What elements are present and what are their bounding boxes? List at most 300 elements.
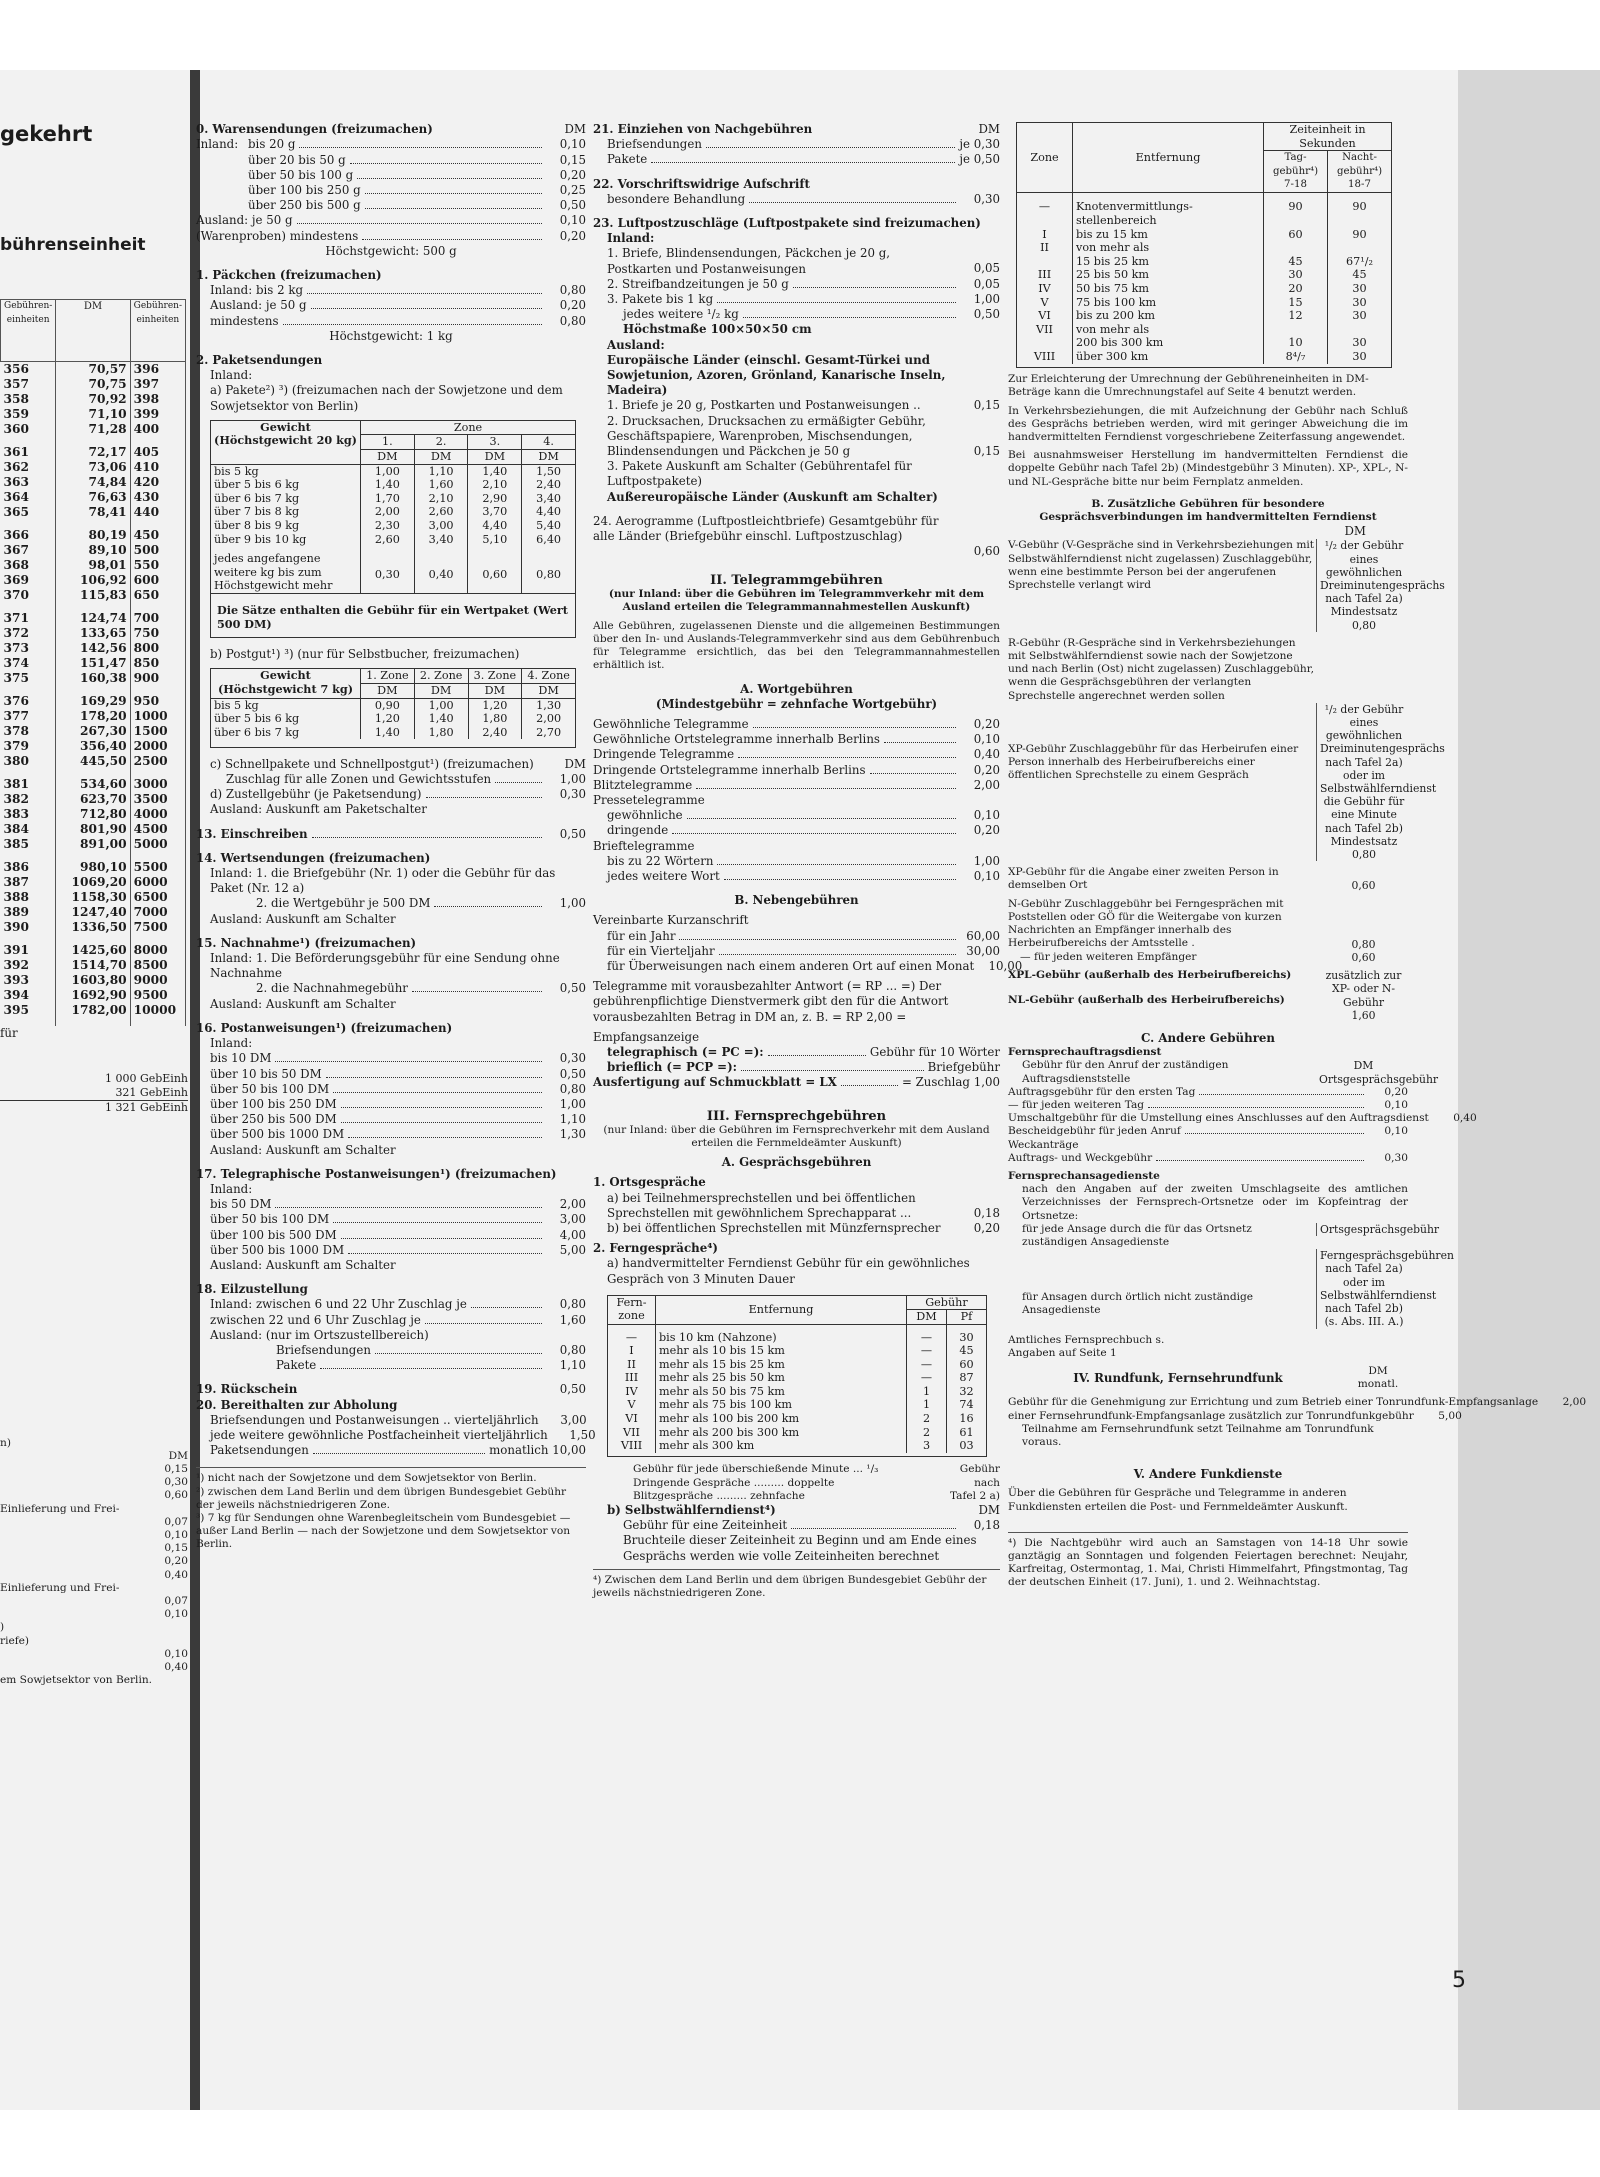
table-row xyxy=(608,1344,987,1358)
table-cell: 124,74 xyxy=(56,611,130,626)
fee-value: ¹/₂ der Gebühr eines gewöhnlichen Dreiminutengesprächs nach Tafel 2a) oder im Selbstwählferndienst die Gebühr für eine Minute nach Tafel 2b) Mindestsatz 0,80 xyxy=(1316,703,1408,861)
rate-value: 2,00 xyxy=(559,1197,586,1212)
table-cell: 8000 xyxy=(130,943,185,958)
section-heading: 24. Aerogramme (Luftpostleichtbriefe) Gesamtgebühr für alle Länder (Briefgebühr einschl. Luftpostzuschlag) xyxy=(593,513,939,544)
table-cell: über 9 bis 10 kg xyxy=(211,533,361,547)
table-row xyxy=(1017,268,1392,282)
table-cell: Knotenvermittlungs-stellenbereich xyxy=(1073,200,1264,227)
table-header: Gebühr xyxy=(907,1295,987,1310)
fee-description: XPL-Gebühr (außerhalb des Herbeirufbereichs) xyxy=(1008,969,1292,982)
rate-label: bis 10 DM xyxy=(210,1051,272,1066)
rate-label: Briefsendungen xyxy=(276,1342,371,1357)
table-cell: 1,80 xyxy=(414,726,468,740)
table-cell: 115,83 xyxy=(56,588,130,611)
strip-fragment: 0,30 xyxy=(164,1476,188,1489)
rate-value: 0,80 xyxy=(559,1297,586,1312)
rate-label: mindestens xyxy=(210,313,279,328)
table-cell: 16 xyxy=(947,1412,987,1426)
table-cell: 1,80 xyxy=(468,712,522,726)
rate-value: 1,50 xyxy=(569,1427,596,1442)
footnote: ⁴) Die Nachtgebühr wird auch an Samstagen von 14-18 Uhr sowie ganztägig an Sonntagen und folgenden Feiertagen berechnet: Neujahr, Karfreitag, Ostermontag, 1. Mai, Christi Himmelfahrt, Pfingstmontag, Tag der deutschen Einheit (17. Juni), 1. und 2. Weihnachtstag. xyxy=(1008,1532,1408,1590)
rate-label: brieflich (= PCP =): xyxy=(607,1060,738,1075)
table-cell: 2,10 xyxy=(468,478,522,492)
table-cell: 445,50 xyxy=(56,754,130,777)
strip-fragment: 0,10 xyxy=(164,1608,188,1621)
table-cell: 67¹/₂ xyxy=(1328,255,1392,269)
table-note-value: Gebühr xyxy=(959,1463,1000,1476)
fee-description: — für jeden weiteren Empfänger xyxy=(1020,951,1197,964)
rate-value: 1,00 xyxy=(559,1096,586,1111)
table-cell: 1,40 xyxy=(361,726,415,740)
leader-dots xyxy=(348,1137,542,1138)
table-cell: 2,90 xyxy=(468,492,522,506)
rate-line xyxy=(1008,1086,1408,1099)
table-row xyxy=(211,519,576,533)
table-cell: 30 xyxy=(1264,268,1328,282)
table-cell: 430 xyxy=(130,490,185,505)
rate-line xyxy=(1008,1099,1408,1112)
table-header: Zone xyxy=(361,420,576,435)
rate-value: 0,50 xyxy=(559,981,586,996)
table-cell: mehr als 300 km xyxy=(656,1439,907,1453)
table-row xyxy=(1,1003,186,1026)
rate-value: 0,18 xyxy=(973,1518,1000,1533)
subsection-heading: Europäische Länder (einschl. Gesamt-Türkei und Sowjetunion, Azoren, Grönland, Kanarische Inseln, Madeira) xyxy=(607,352,946,398)
table-cell: 381 xyxy=(1,777,56,792)
table-row xyxy=(608,1371,987,1385)
rate-line xyxy=(607,152,1000,167)
table-cell: 2,10 xyxy=(414,492,468,506)
table-cell: mehr als 15 bis 25 km xyxy=(656,1358,907,1372)
rate-line xyxy=(210,1051,586,1066)
rate-value: 0,15 xyxy=(973,443,1000,458)
table-cell: 361 xyxy=(1,445,56,460)
unit-label: DM xyxy=(1344,524,1366,539)
section-heading: 15. Nachnahme¹) (freizumachen) xyxy=(196,935,417,950)
rate-line xyxy=(607,823,1000,838)
table-row xyxy=(1,890,186,905)
table-cell: 30 xyxy=(1328,296,1392,310)
rate-label: über 100 bis 500 DM xyxy=(210,1227,337,1242)
table-row xyxy=(211,726,576,740)
table-row xyxy=(211,698,576,712)
table-row xyxy=(1017,350,1392,364)
rate-label: 2. die Wertgebühr je 500 DM xyxy=(256,896,431,911)
table-cell: 1 xyxy=(907,1385,947,1399)
rate-label: 3. Pakete Auskunft am Schalter (Gebührentafel für Luftpostpakete) xyxy=(607,459,912,489)
section-heading: 22. Vorschriftswidrige Aufschrift xyxy=(593,176,810,191)
note: Ausland: Auskunft am Schalter xyxy=(210,911,396,926)
table-cell: 45 xyxy=(947,1344,987,1358)
table-cell xyxy=(1328,241,1392,255)
rate-line xyxy=(593,717,1000,732)
strip-sum: 321 GebEinh xyxy=(115,1085,188,1099)
rate-value: Gebühr für 10 Wörter xyxy=(869,1044,1000,1059)
unit-label: DM monatl. xyxy=(1357,1364,1399,1391)
rate-line xyxy=(210,298,586,313)
table-row xyxy=(1,754,186,777)
table-row xyxy=(1,407,186,422)
table-cell: 980,10 xyxy=(56,860,130,875)
table-cell: 366 xyxy=(1,528,56,543)
table-row xyxy=(1,671,186,694)
rate-list xyxy=(593,717,1000,793)
table-row xyxy=(1017,241,1392,255)
table-cell: — xyxy=(907,1344,947,1358)
table-row xyxy=(1017,336,1392,350)
table-cell: 80,19 xyxy=(56,528,130,543)
rate-value: 1,10 xyxy=(559,1112,586,1127)
strip-fragment: 0,60 xyxy=(164,1489,188,1502)
rate-value: 0,20 xyxy=(559,167,586,182)
table-cell: VII xyxy=(1017,323,1073,337)
table-cell: 405 xyxy=(130,445,185,460)
table-cell: I xyxy=(1017,228,1073,242)
rate-line xyxy=(210,1243,586,1258)
table-cell: 950 xyxy=(130,694,185,709)
rate-line xyxy=(210,1097,586,1112)
table-cell: 60 xyxy=(1264,228,1328,242)
unit-label: DM xyxy=(978,1502,1000,1517)
table-cell: 2500 xyxy=(130,754,185,777)
table-cell: 623,70 xyxy=(56,792,130,807)
table-cell: 356,40 xyxy=(56,739,130,754)
leader-dots xyxy=(753,727,956,728)
rate-label: bis zu 22 Wörtern xyxy=(607,853,714,868)
table-cell: 385 xyxy=(1,837,56,860)
table-cell: 2,40 xyxy=(522,478,576,492)
table-cell: 74,84 xyxy=(56,475,130,490)
table-cell: von mehr als xyxy=(1073,241,1264,255)
rate-line xyxy=(1008,1139,1408,1152)
table-cell: VIII xyxy=(608,1439,656,1453)
rate-label: Inland: 1. die Briefgebühr (Nr. 1) oder die Gebühr für das Paket (Nr. 12 a) xyxy=(210,866,556,896)
table-cell: 1,10 xyxy=(414,464,468,478)
table-cell: 89,10 xyxy=(56,543,130,558)
table-row xyxy=(1,573,186,588)
rate-label: über 50 bis 100 DM xyxy=(210,1081,330,1096)
rate-label: Ausfertigung auf Schmuckblatt = LX xyxy=(593,1075,837,1090)
table-cell: 365 xyxy=(1,505,56,528)
table-cell: VI xyxy=(1017,309,1073,323)
table-row xyxy=(1,920,186,943)
table-cell: III xyxy=(1017,268,1073,282)
table-cell: 391 xyxy=(1,943,56,958)
table-row xyxy=(608,1426,987,1440)
leader-dots xyxy=(870,773,956,774)
table-cell: 178,20 xyxy=(56,709,130,724)
rate-value: 0,20 xyxy=(559,298,586,313)
table-header: 1. Zone xyxy=(361,669,415,684)
rate-line xyxy=(607,958,1023,974)
label: Ausland: xyxy=(607,337,665,352)
strip-fragment: 0,15 xyxy=(164,1463,188,1476)
rate-label: 2. Drucksachen, Drucksachen zu ermäßigter Gebühr, Geschäftspapiere, Warenproben, Mischsendungen, Blindensendungen und Päckchen je 50 g xyxy=(607,413,926,459)
rate-label: — für jeden weiteren Tag xyxy=(1008,1099,1145,1112)
rate-label: Inland: bis 2 kg xyxy=(210,283,304,298)
leader-dots xyxy=(1185,1133,1364,1134)
table-cell: 371 xyxy=(1,611,56,626)
table-header: 1. xyxy=(361,435,415,450)
table-cell: 6000 xyxy=(130,875,185,890)
rate-label: a) bei Teilnehmersprechstellen und bei öffentlichen Sprechstellen mit gewöhnlichem Sprechapparat ... xyxy=(607,1190,916,1220)
table-cell: 60 xyxy=(947,1358,987,1372)
rate-label: Paketsendungen xyxy=(210,1443,309,1458)
chapter-heading: II. Telegrammgebühren xyxy=(710,573,883,589)
rate-label: a) handvermittelter Ferndienst Gebühr für ein gewöhnliches Gespräch von 3 Minuten Dauer xyxy=(607,1256,970,1286)
table-cell: über 7 bis 8 kg xyxy=(211,505,361,519)
table-cell: 2,00 xyxy=(522,712,576,726)
table-cell: 74 xyxy=(947,1398,987,1412)
table-cell: 363 xyxy=(1,475,56,490)
table-cell: 1,60 xyxy=(414,478,468,492)
rate-label: 1. Briefe je 20 g, Postkarten und Postanweisungen .. xyxy=(607,398,921,413)
note: Höchstgewicht: 1 kg xyxy=(329,328,453,343)
table-cell: 8⁴/₇ xyxy=(1264,350,1328,364)
table-cell: 357 xyxy=(1,377,56,392)
fee-value: Ferngesprächsgebühren nach Tafel 2a) oder im Selbstwählferndienst nach Tafel 2b) (s. Abs. III. A.) xyxy=(1316,1249,1408,1328)
section-heading: 1. Päckchen (freizumachen) xyxy=(196,268,382,283)
label: Fernsprechansagedienste xyxy=(1008,1170,1160,1183)
footnote: ⁴) Zwischen dem Land Berlin und dem übrigen Bundesgebiet Gebühr der jeweils nächstniedrigeren Zone. xyxy=(593,1569,1000,1600)
table-cell: 2,60 xyxy=(361,533,415,547)
rate-line xyxy=(248,183,586,198)
rate-line xyxy=(1008,1409,1462,1423)
rate-line xyxy=(210,1313,586,1328)
fee-description: für jede Ansage durch die für das Ortsnetz zuständigen Ansagedienste xyxy=(1022,1222,1252,1249)
strip-fragment: riefe) xyxy=(0,1634,30,1647)
table-cell xyxy=(1328,323,1392,337)
rate-value: 0,50 xyxy=(559,198,586,213)
label: Empfangsanzeige xyxy=(593,1029,700,1044)
unit-label: DM xyxy=(564,122,586,136)
fee-value: DM Ortsgesprächsgebühr xyxy=(1319,1059,1439,1086)
table-cell: 372 xyxy=(1,626,56,641)
rate-value: 0,80 xyxy=(559,1342,586,1357)
rate-line xyxy=(248,198,586,213)
section-heading: 14. Wertsendungen (freizumachen) xyxy=(196,850,431,865)
table-cell: 71,10 xyxy=(56,407,130,422)
table-cell: 450 xyxy=(130,528,185,543)
rate-line xyxy=(1008,1125,1408,1138)
table-cell: 106,92 xyxy=(56,573,130,588)
strip-title: gekehrt xyxy=(0,122,93,146)
rate-value: 0,20 xyxy=(973,1221,1000,1235)
table-note-line xyxy=(633,1490,1000,1503)
table-row xyxy=(1,543,186,558)
rate-line xyxy=(210,1112,586,1127)
rate-label: Dringende Telegramme xyxy=(593,747,735,762)
rate-line xyxy=(607,808,1000,823)
table-cell xyxy=(1264,241,1328,255)
rate-label: 3. Pakete bis 1 kg xyxy=(607,292,714,307)
rate-line xyxy=(276,1358,586,1373)
table-header: Gewicht (Höchstgewicht 7 kg) xyxy=(211,669,361,698)
strip-fragment: em Sowjetsektor von Berlin. xyxy=(0,1674,153,1687)
table-cell: — xyxy=(907,1371,947,1385)
rate-label: Ausland: je 50 g xyxy=(210,298,307,313)
table-row xyxy=(1017,323,1392,337)
rate-value: 0,60 xyxy=(973,543,1000,558)
rate-label: Zuschlag für alle Zonen und Gewichtsstufen xyxy=(226,772,492,787)
rate-label: über 500 bis 1000 DM xyxy=(210,1242,345,1257)
long-distance-rate-table xyxy=(607,1295,987,1458)
table-cell xyxy=(1264,323,1328,337)
rate-value: 0,10 xyxy=(559,137,586,152)
page-number: 5 xyxy=(1452,1968,1466,1993)
table-cell: 6,40 xyxy=(522,533,576,547)
table-cell: 3 xyxy=(907,1439,947,1453)
table-row xyxy=(1,822,186,837)
table-header: Zeiteinheit in Sekunden xyxy=(1264,123,1392,151)
strip-subtitle: bührenseinheit xyxy=(0,235,146,256)
table-cell: 30 xyxy=(947,1331,987,1345)
rate-value: 0,05 xyxy=(973,276,1000,291)
rate-value: 0,30 xyxy=(559,787,586,802)
rate-value: 4,00 xyxy=(559,1227,586,1242)
table-cell: 1425,60 xyxy=(56,943,130,958)
strip-fragment: 0,07 xyxy=(164,1515,188,1528)
table-cell: 5000 xyxy=(130,837,185,860)
rate-value: = Zuschlag 1,00 xyxy=(901,1075,1000,1090)
rate-value: 0,80 xyxy=(559,283,586,298)
label: Inland: xyxy=(196,137,239,152)
table-cell: über 300 km xyxy=(1073,350,1264,364)
strip-fragments xyxy=(0,1437,188,1688)
table-row xyxy=(1017,309,1392,323)
table-cell: 900 xyxy=(130,671,185,694)
chapter-note: (nur Inland: über die Gebühren im Fernsprechverkehr mit dem Ausland erteilen die Fernmeldeämter Auskunft) xyxy=(603,1123,990,1149)
table-cell: V xyxy=(608,1398,656,1412)
table-cell: II xyxy=(608,1358,656,1372)
table-cell: 0,80 xyxy=(522,546,576,593)
table-cell: 1603,80 xyxy=(56,973,130,988)
table-cell: 50 bis 75 km xyxy=(1073,282,1264,296)
rate-value: 0,10 xyxy=(1384,1125,1408,1138)
table-row xyxy=(1,973,186,988)
leader-dots xyxy=(687,818,956,819)
subchapter-heading: A. Wortgebühren xyxy=(740,681,853,696)
table-cell: 367 xyxy=(1,543,56,558)
table-header: DM xyxy=(414,450,468,465)
paragraph: In Verkehrsbeziehungen, die mit Aufzeichnung der Gebühr nach Schluß des Gesprächs betrieben werden, wird mit geringer Abweichung die im handvermittelten Ferndienst vorgeschriebene Zeiterfassung angewendet. xyxy=(1008,404,1408,443)
table-header: DM xyxy=(522,450,576,465)
table-cell: 382 xyxy=(1,792,56,807)
table-cell: 2 xyxy=(907,1412,947,1426)
strip-fragment: 0,07 xyxy=(164,1595,188,1608)
rate-value: monatlich 10,00 xyxy=(489,1443,586,1458)
rate-label: besondere Behandlung xyxy=(607,191,746,206)
table-cell: 374 xyxy=(1,656,56,671)
rate-value: 0,80 xyxy=(559,1081,586,1096)
table-cell: 1247,40 xyxy=(56,905,130,920)
rate-line xyxy=(276,1343,586,1358)
leader-dots xyxy=(1148,1107,1364,1108)
table-cell: 8500 xyxy=(130,958,185,973)
rate-value: 60,00 xyxy=(966,928,1000,943)
table-header: DM xyxy=(522,683,576,698)
rate-list xyxy=(196,1412,596,1459)
table-cell: 5,10 xyxy=(468,533,522,547)
strip-fragment: 0,10 xyxy=(164,1529,188,1542)
rate-value: 1,60 xyxy=(559,1312,586,1327)
table-cell: 390 xyxy=(1,920,56,943)
subchapter-heading: C. Andere Gebühren xyxy=(1141,1031,1275,1046)
rate-value: 0,30 xyxy=(973,191,1000,206)
table-note-line xyxy=(633,1463,1000,1476)
table-cell: 1,30 xyxy=(522,698,576,712)
table-row xyxy=(211,505,576,519)
note: Amtliches Fernsprechbuch s. Angaben auf Seite 1 xyxy=(1008,1333,1165,1359)
strip-fragment: 0,10 xyxy=(164,1647,188,1660)
rate-label: Blitztelegramme xyxy=(593,777,693,792)
table-cell: 76,63 xyxy=(56,490,130,505)
section-heading: 20. Bereithalten zur Abholung xyxy=(196,1397,398,1412)
rate-value: 0,50 xyxy=(973,307,1000,322)
table-cell: 600 xyxy=(130,573,185,588)
table-row xyxy=(1,943,186,958)
rate-value: 3,00 xyxy=(559,1212,586,1227)
paragraph: Über die Gebühren für Gespräche und Telegramme in anderen Funkdiensten erteilen die Post- und Fernmeldeämter Auskunft. xyxy=(1008,1487,1348,1513)
leader-dots xyxy=(679,939,956,940)
rate-label: über 10 bis 50 DM xyxy=(210,1066,322,1081)
table-cell: 30 xyxy=(1328,350,1392,364)
rate-list xyxy=(1008,1085,1477,1165)
table-cell: 10000 xyxy=(130,1003,185,1026)
table-cell: 6500 xyxy=(130,890,185,905)
rate-label: Auftrags- und Weckgebühr xyxy=(1008,1151,1153,1164)
rate-label: über 100 bis 250 DM xyxy=(210,1096,337,1111)
rate-list xyxy=(196,1343,586,1373)
rate-label: über 500 bis 1000 DM xyxy=(210,1127,345,1142)
table-cell: 1500 xyxy=(130,724,185,739)
fee-value: 0,60 xyxy=(1351,950,1376,964)
leader-dots xyxy=(341,1107,542,1108)
table-cell: 397 xyxy=(130,377,185,392)
table-row xyxy=(1017,296,1392,310)
table-cell: — xyxy=(608,1331,656,1345)
leader-dots xyxy=(357,178,542,179)
section-heading: 13. Einschreiben xyxy=(196,826,308,841)
leader-dots xyxy=(1156,1160,1364,1161)
rate-label: Auftragsgebühr für den ersten Tag xyxy=(1008,1085,1196,1098)
table-row xyxy=(211,533,576,547)
rate-label: Umschaltgebühr für die Umstellung eines Anschlusses auf den Auftragsdienst xyxy=(1008,1112,1429,1125)
table-cell: 9000 xyxy=(130,973,185,988)
rate-label: einer Fernsehrundfunk-Empfangsanlage zusätzlich zur Tonrundfunkgebühr xyxy=(1008,1409,1414,1422)
rate-label: Gebühr für die Genehmigung zur Errichtung und zum Betrieb einer Tonrundfunk-Empfangsanlage xyxy=(1008,1396,1539,1409)
fee-description: für Ansagen durch örtlich nicht zuständige Ansagedienste xyxy=(1022,1291,1254,1317)
strip-fragment: 0,40 xyxy=(164,1568,188,1581)
table-row xyxy=(1,377,186,392)
rate-list xyxy=(1008,1396,1587,1422)
table-cell: 25 bis 50 km xyxy=(1073,268,1264,282)
table-cell: 389 xyxy=(1,905,56,920)
rate-label: über 250 bis 500 DM xyxy=(210,1112,337,1127)
note: Ausland: Auskunft am Schalter xyxy=(210,1257,396,1272)
table-cell: 1692,90 xyxy=(56,988,130,1003)
table-cell: 700 xyxy=(130,611,185,626)
fee-value: ¹/₂ der Gebühr eines gewöhnlichen Dreiminutengesprächs nach Tafel 2a) Mindestsatz 0,80 xyxy=(1316,539,1408,631)
table-cell: 71,28 xyxy=(56,422,130,445)
rate-label: Briefsendungen xyxy=(607,137,702,152)
leader-dots xyxy=(672,833,956,834)
leader-dots xyxy=(313,1453,485,1454)
table-cell: 394 xyxy=(1,988,56,1003)
table-cell: 1,00 xyxy=(361,464,415,478)
leader-dots xyxy=(341,1122,542,1123)
rate-label: dringende xyxy=(607,823,669,838)
